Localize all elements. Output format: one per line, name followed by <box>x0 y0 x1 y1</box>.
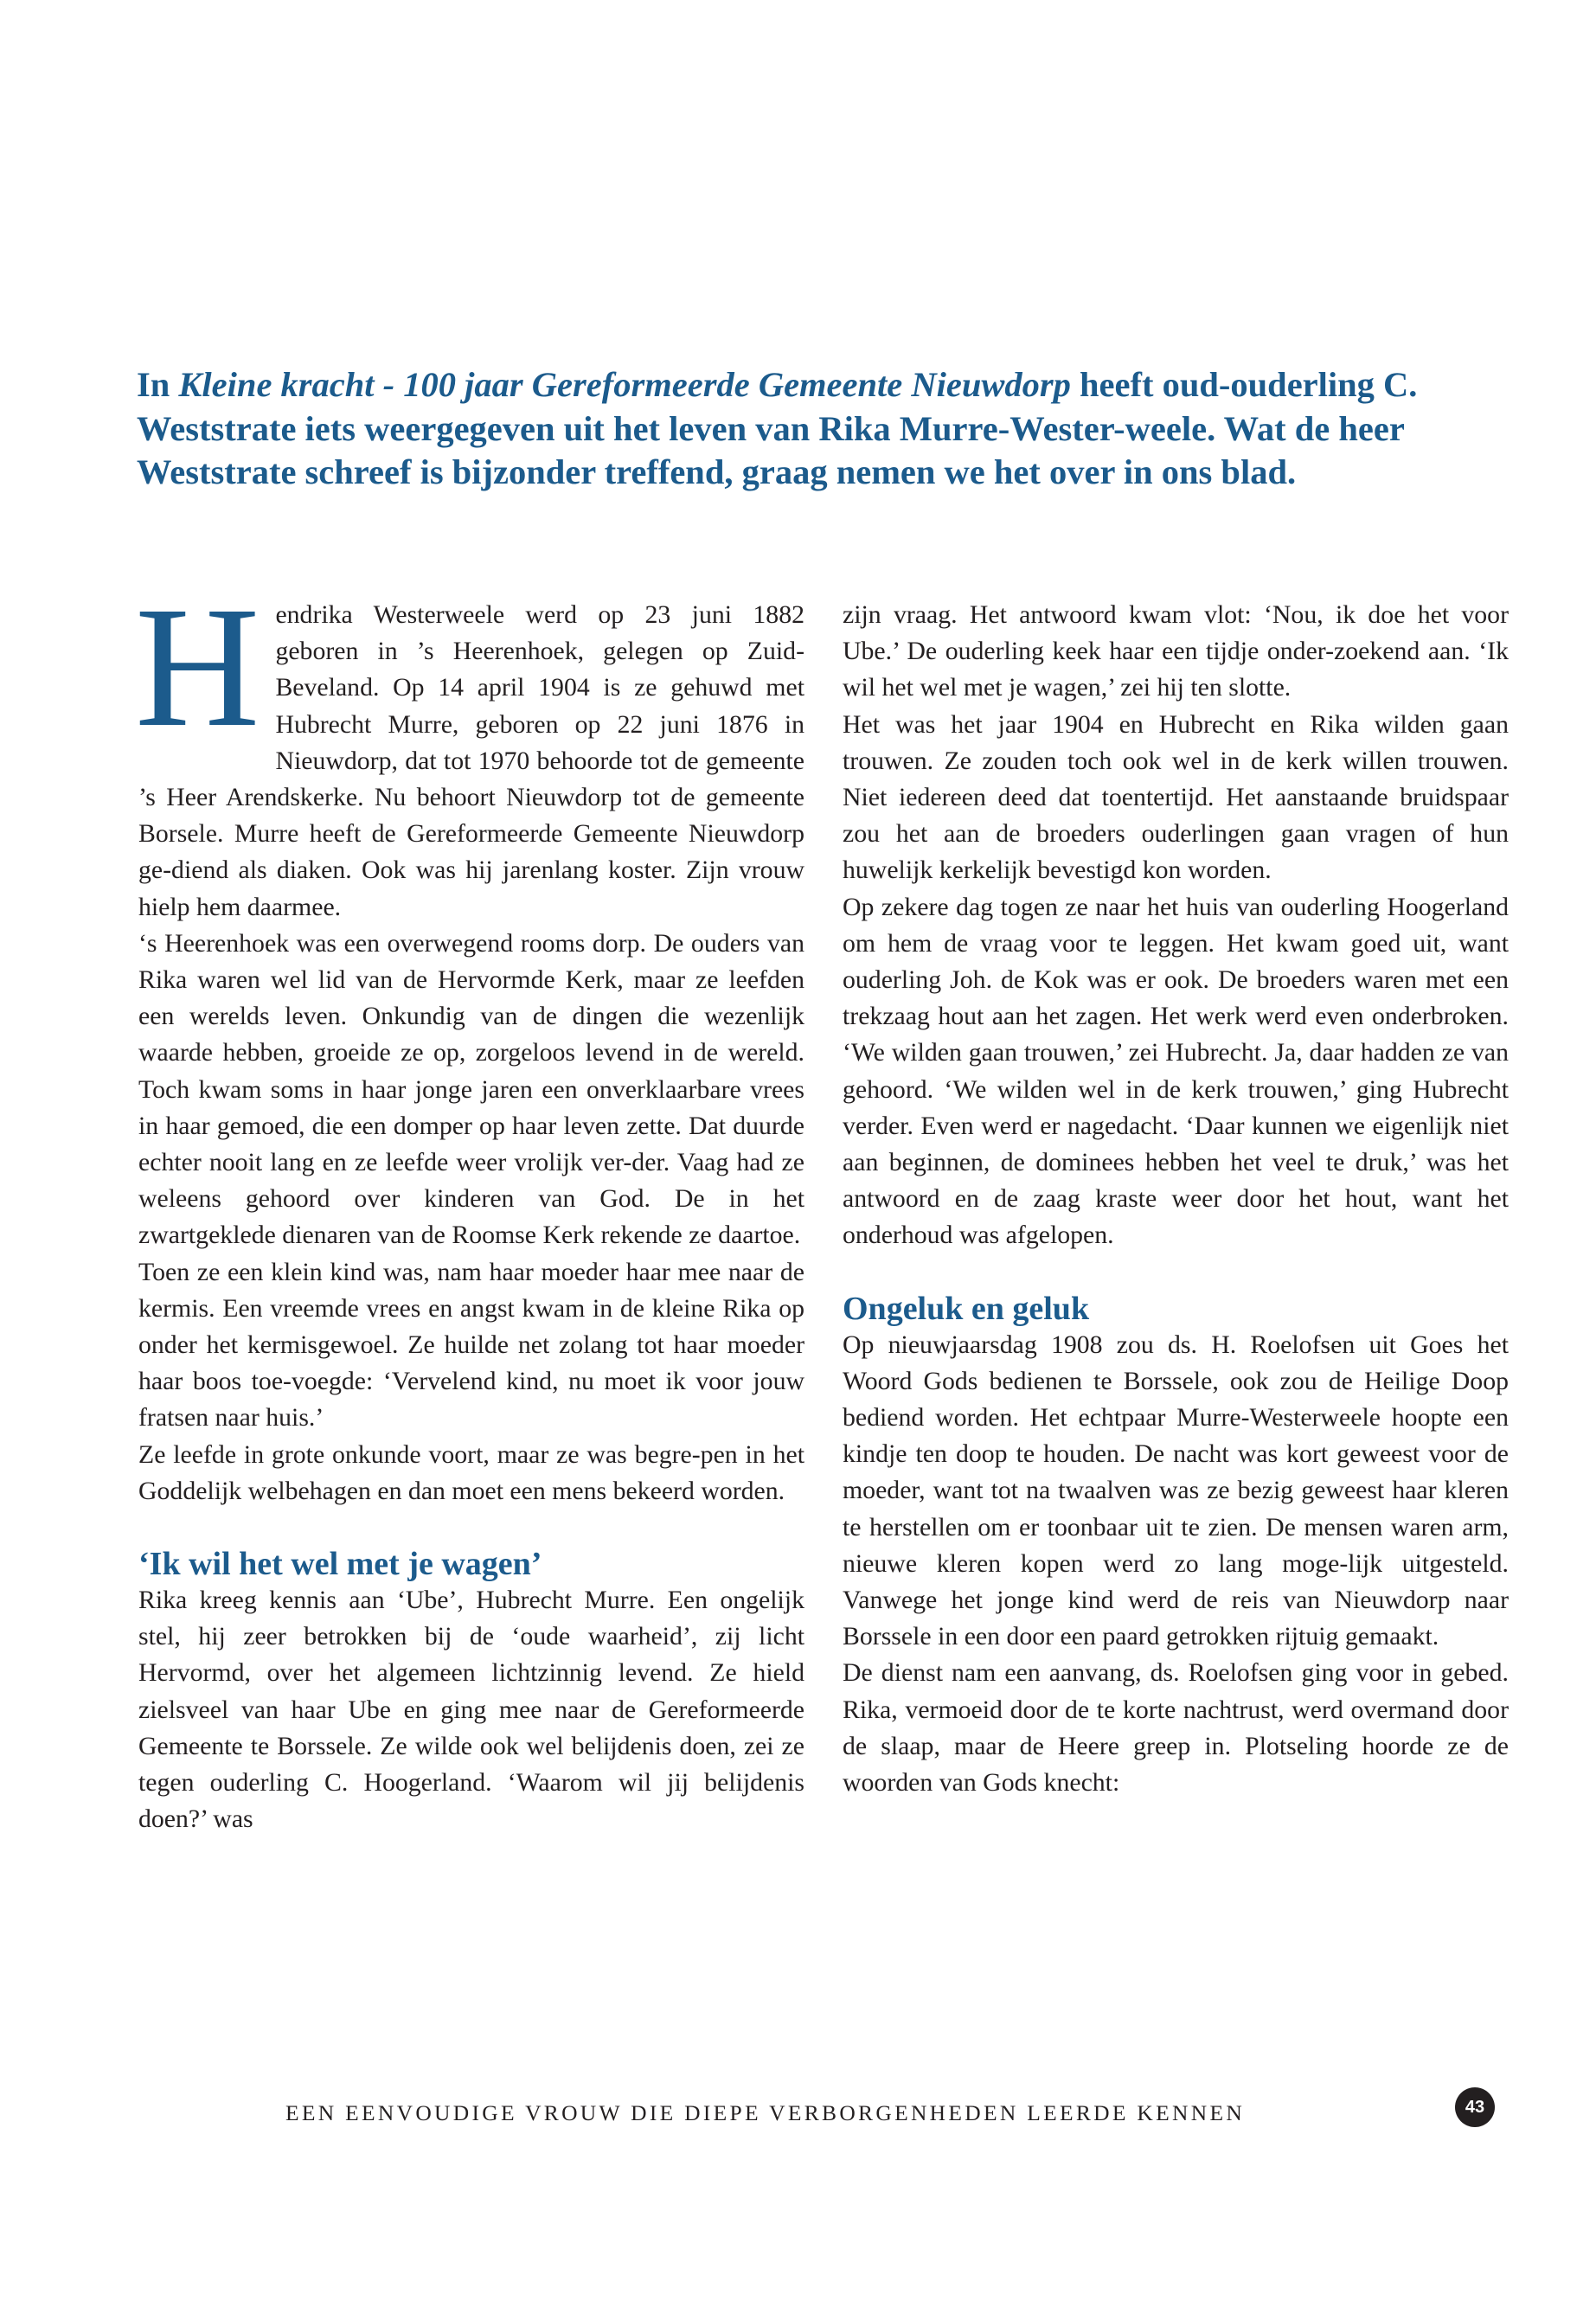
left-paragraph-1: endrika Westerweele werd op 23 juni 1882 geboren in ’s Heerenhoek, gelegen op Zuid-Beveland. Op 14 april 1904 is ze gehuwd met Hubrecht Murre, geboren op 22 juni 1876 in Nieuwdorp, dat tot 1970 behoorde tot de gemeente ’s Heer Arendskerke. Nu behoort Nieuwdorp tot de gemeente Borsele. Murre heeft de Gereformeerde Gemeente Nieuwdorp ge-diend als diaken. Ook was hij jarenlang koster. Zijn vrouw hielp hem daarmee. <box>138 600 804 921</box>
right-paragraph-5: De dienst nam een aanvang, ds. Roelofsen ging voor in gebed. Rika, vermoeid door de te korte nachtrust, werd overmand door de slaap, maar de Heere greep in. Plotseling hoorde ze de woorden van Gods knecht: <box>843 1658 1509 1798</box>
intro-prefix: In <box>137 365 179 404</box>
right-paragraph-2: Het was het jaar 1904 en Hubrecht en Rika wilden gaan trouwen. Ze zouden toch ook wel in de kerk willen trouwen. Niet iedereen deed dat toentertijd. Het aanstaande bruidspaar zou het aan de broeders ouderlingen gaan vragen of hun huwelijk kerkelijk bevestigd kon worden. <box>843 709 1509 885</box>
left-paragraph-2: ‘s Heerenhoek was een overwegend rooms dorp. De ouders van Rika waren wel lid van de Hervormde Kerk, maar ze leefden een werelds leven. Onkundig van de dingen die wezenlijk waarde hebben, groeide ze op, zorgeloos levend in de wereld. Toch kwam soms in haar jonge jaren een onverklaarbare vrees in haar gemoed, die een domper op haar leven zette. Dat duurde echter nooit lang en ze leefde weer vrolijk ver-der. Vaag had ze weleens gehoord over kinderen van God. De in het zwartgeklede dienaren van de Roomse Kerk rekende ze daartoe. <box>138 928 804 1250</box>
intro-rest: heeft oud-ouderling C. Weststrate iets weergegeven uit het leven van Rika Murre-Wester-weele. Wat de heer Weststrate schreef is bijzonder treffend, graag nemen we het over in ons blad. <box>137 365 1418 491</box>
left-paragraph-5: Rika kreeg kennis aan ‘Ube’, Hubrecht Murre. Een ongelijk stel, hij zeer betrokken bij de ‘oude waarheid’, zij licht Hervormd, over het algemeen lichtzinnig levend. Ze hield zielsveel van haar Ube en ging mee naar de Gereformeerde Gemeente te Borssele. Ze wilde ook wel belijdenis doen, zei ze tegen ouderling C. Hoogerland. ‘Waarom wil jij belijdenis doen?’ was <box>138 1586 804 1834</box>
left-paragraph-3: Toen ze een klein kind was, nam haar moeder haar mee naar de kermis. Een vreemde vrees en angst kwam in de kleine Rika op onder het kermisgewoel. Ze huilde net zolang tot haar moeder haar boos toe-voegde: ‘Vervelend kind, nu moet ik voor jouw fratsen naar huis.’ <box>138 1257 804 1433</box>
left-paragraph-4: Ze leefde in grote onkunde voort, maar ze was begre-pen in het Goddelijk welbehagen en dan moet een mens bekeerd worden. <box>138 1439 804 1505</box>
intro-paragraph <box>137 363 1503 495</box>
page-number-badge: 43 <box>1455 2087 1495 2127</box>
intro-book-title: Kleine kracht - 100 jaar Gereformeerde Gemeente Nieuwdorp <box>178 365 1071 404</box>
right-paragraph-4: Op nieuwjaarsdag 1908 zou ds. H. Roelofsen uit Goes het Woord Gods bedienen te Borssele, ook zou de Heilige Doop bediend worden. Het echtpaar Murre-Westerweele hoopte een kindje ten doop te houden. De nacht was kort geweest voor de moeder, want tot na twaalven was ze bezig geweest haar kleren te herstellen om er toonbaar uit te zien. De mensen waren arm, nieuwe kleren kopen werd zo lang moge-lijk uitgesteld. Vanwege het jonge kind werd de reis van Nieuwdorp naar Borssele in een door een paard getrokken rijtuig gemaakt. <box>843 1330 1509 1651</box>
dropcap-letter: H <box>135 572 260 763</box>
left-column <box>135 572 804 1838</box>
right-paragraph-3: Op zekere dag togen ze naar het huis van ouderling Hoogerland om hem de vraag voor te leggen. Het kwam goed uit, want ouderling Joh. de Kok was er ook. De broeders waren met een trekzaag hout aan het zagen. Het werk werd even onderbroken. ‘We wilden gaan trouwen,’ zei Hubrecht. Ja, daar hadden ze van gehoord. ‘We wilden wel in de kerk trouwen,’ ging Hubrecht verder. Even werd er nagedacht. ‘Daar kunnen we eigenlijk niet aan beginnen, de dominees hebben het veel te druk,’ was het antwoord en de zaag kraste weer door het hout, want het onderhoud was afgelopen. <box>843 892 1509 1250</box>
subheading-ongeluk: Ongeluk en geluk <box>843 1290 1090 1327</box>
right-paragraph-1: zijn vraag. Het antwoord kwam vlot: ‘Nou, ik doe het voor Ube.’ De ouderling keek haar een tijdje onder-zoekend aan. ‘Ik wil het wel met je wagen,’ zei hij ten slotte. <box>843 600 1509 702</box>
running-footer: EEN EENVOUDIGE VROUW DIE DIEPE VERBORGENHEDEN LEERDE KENNEN <box>285 2100 1246 2125</box>
right-column <box>843 597 1509 1801</box>
subheading-wagen: ‘Ik wil het wel met je wagen’ <box>138 1546 542 1583</box>
